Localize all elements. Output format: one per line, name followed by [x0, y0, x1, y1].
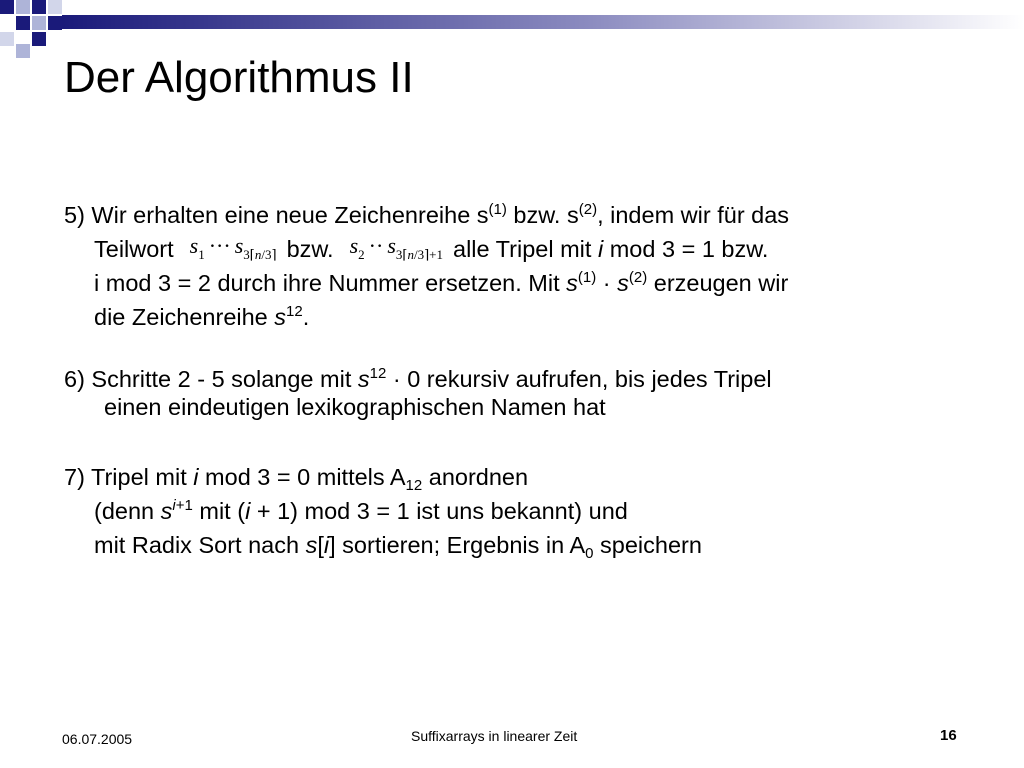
footer-date: 06.07.2005	[62, 731, 133, 747]
formula-s2-substring: $s_2 \cdot\cdot s_{3⌈n/3⌉+1}$	[349, 233, 443, 263]
deco-square	[16, 0, 30, 14]
item-6-line-2: einen eindeutigen lexikographischen Namen hat	[104, 394, 606, 420]
footer-title: Suffixarrays in linearer Zeit	[411, 728, 578, 744]
deco-square	[48, 16, 62, 30]
page-number: 16	[940, 727, 957, 744]
formula-s1-substring: $s_1$ ··· $s_{3⌈n/3⌉}$	[189, 233, 277, 263]
item-7-line-2: (denn $s^{i+1}$ mit (i + 1) mod 3 = 1 ist uns bekannt) und	[94, 497, 628, 524]
item-6-line-1: 6) Schritte 2 - 5 solange mit $s^{12} \cdot 0$ rekursiv aufrufen, bis jedes Tripel	[64, 365, 772, 392]
deco-square	[32, 16, 46, 30]
item-5-line-2: Teilwort $s_1$ ··· $s_{3⌈n/3⌉}$ bzw. $s_2 \cdot\cdot s_{3⌈n/3⌉+1}$ alle Tripel mit i mod 3 = 1 bzw.	[64, 232, 984, 266]
item-5-line-3: i mod 3 = 2 durch ihre Nummer ersetzen. Mit $s^{(1)} \cdot s^{(2)}$ erzeugen wir	[94, 269, 789, 296]
deco-square	[32, 0, 46, 14]
deco-square	[0, 32, 14, 46]
item-7-line-3: mit Radix Sort nach s[i] sortieren; Ergebnis in $A_0$ speichern	[94, 532, 702, 562]
deco-square	[0, 0, 14, 14]
item-5-line-1: 5) Wir erhalten eine neue Zeichenreihe $s^{(1)}$ bzw. $s^{(2)}$, indem wir für das	[64, 201, 790, 228]
deco-square	[16, 16, 30, 30]
deco-square	[48, 0, 62, 14]
item-5-line-4: die Zeichenreihe $s^{12}$.	[94, 303, 310, 330]
deco-square	[16, 44, 30, 58]
item-7-line-1: 7) Tripel mit i mod 3 = 0 mittels $A_{12}$ anordnen	[64, 464, 529, 494]
header-gradient-bar	[62, 15, 1024, 29]
slide-title: Der Algorithmus II	[64, 53, 414, 102]
slide-body	[64, 198, 984, 562]
deco-square	[32, 32, 46, 46]
